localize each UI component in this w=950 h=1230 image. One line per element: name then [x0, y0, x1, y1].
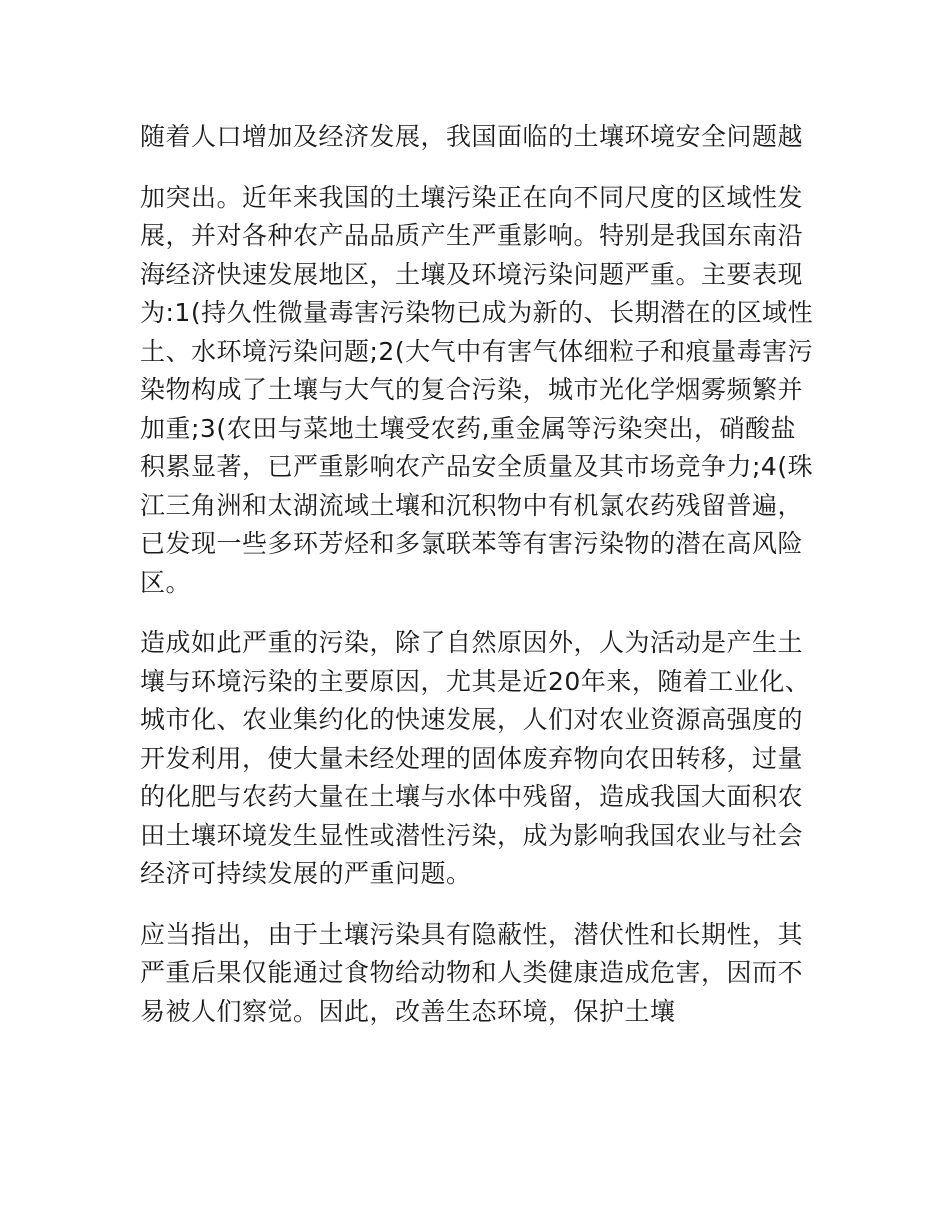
paragraph-1: 随着人口增加及经济发展，我国面临的土壤环境安全问题越: [140, 122, 804, 151]
paragraph-4: 应当指出，由于土壤污染具有隐蔽性，潜伏性和长期性，其严重后果仅能通过食物给动物和人类健康造成危害，因而不易被人们察觉。因此，改善生态环境，保护土壤: [140, 919, 804, 1026]
paragraph-3: 造成如此严重的污染，除了自然原因外，人为活动是产生土壤与环境污染的主要原因，尤其是近20年来，随着工业化、城市化、农业集约化的快速发展，人们对农业资源高强度的开发利用，使大量未经处理的固体废弃物向农田转移，过量的化肥与农药大量在土壤与水体中残留，造成我国大面积农田土壤环境发生显性或潜性污染，成为影响我国农业与社会经济可持续发展的严重问题。: [140, 628, 811, 888]
paragraph-2: 加突出。近年来我国的土壤污染正在向不同尺度的区域性发展，并对各种农产品品质产生严重影响。特别是我国东南沿海经济快速发展地区，土壤及环境污染问题严重。主要表现为:1(持久性微量毒害污染物已成为新的、长期潜在的区域性土、水环境污染问题;2(大气中有害气体细粒子和痕量毒害污染物构成了土壤与大气的复合污染，城市光化学烟雾频繁并加重;3(农田与菜地土壤受农药,重金属等污染突出，硝酸盐积累显著，已严重影响农产品安全质量及其市场竞争力;4(珠江三角洲和太湖流域土壤和沉积物中有机氯农药残留普遍，已发现一些多环芳烃和多氯联苯等有害污染物的潜在高风险区。: [140, 182, 814, 597]
document-body: [140, 118, 820, 1053]
